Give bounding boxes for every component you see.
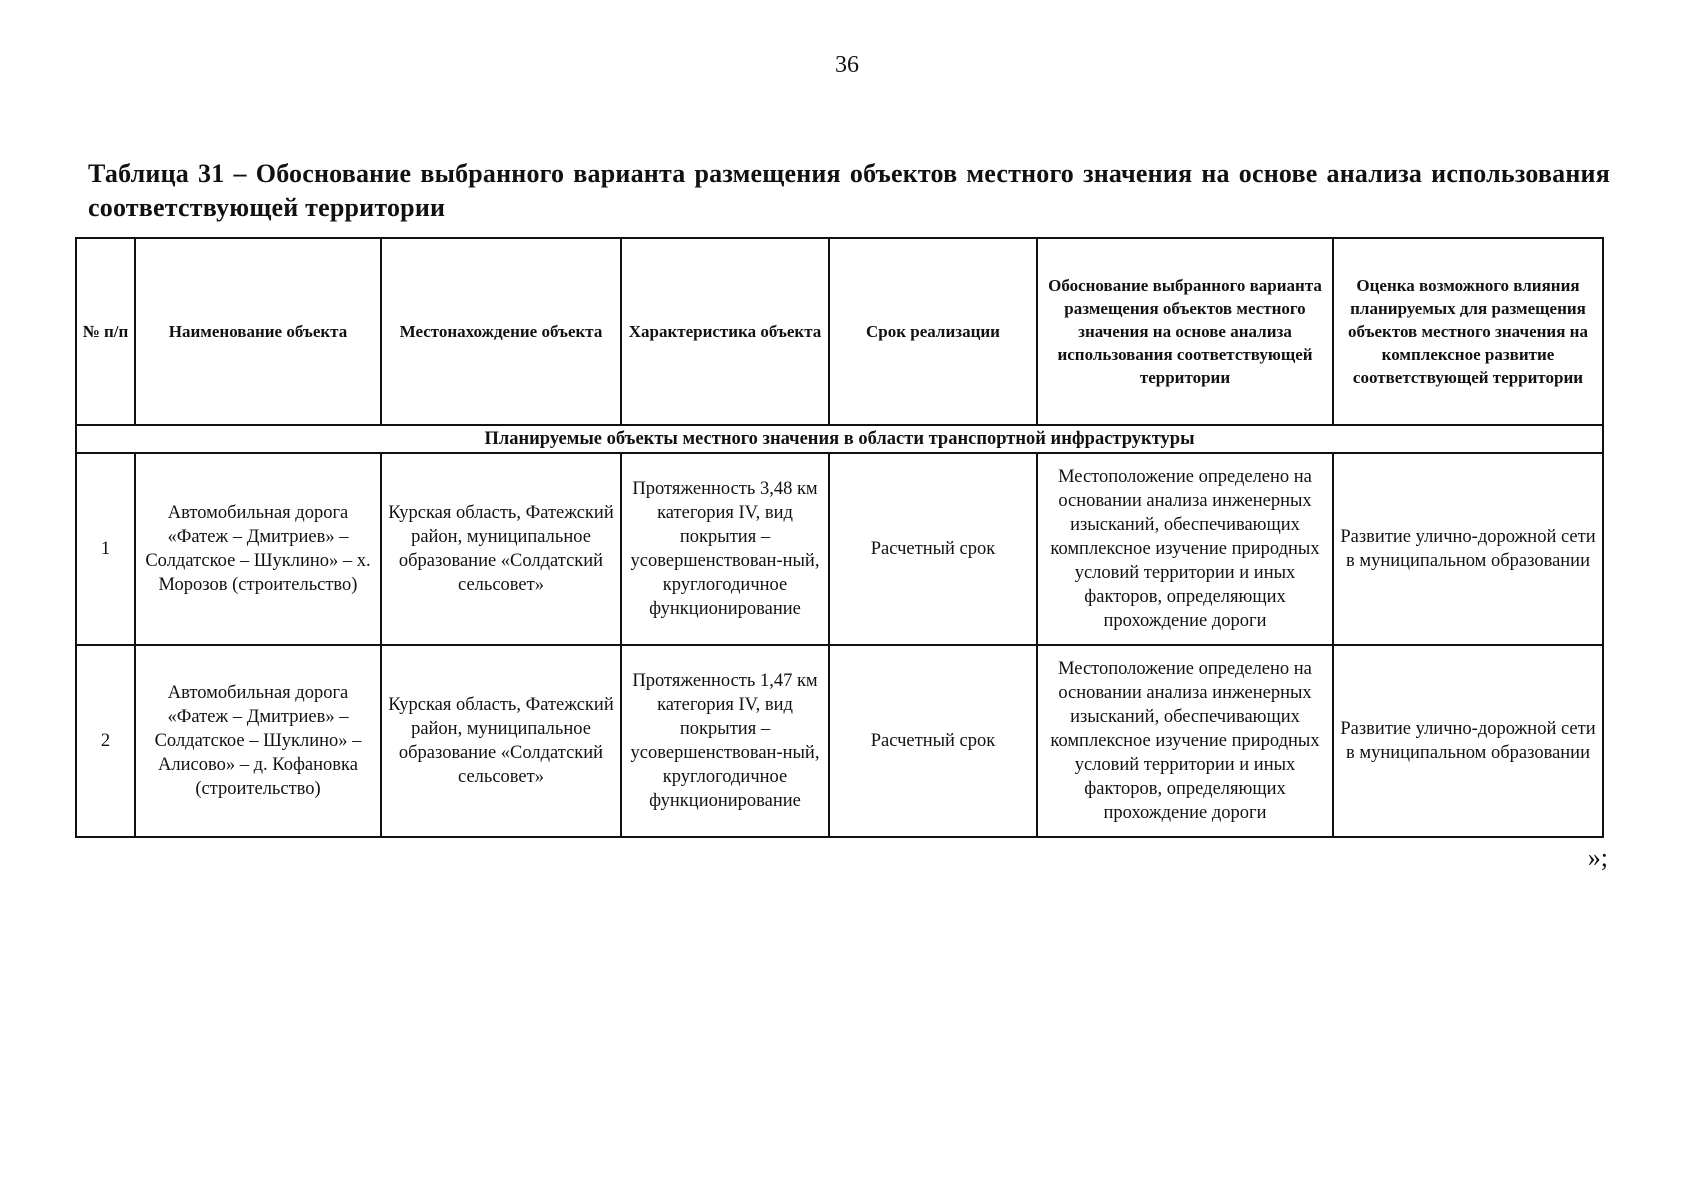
table-row (76, 453, 1603, 645)
table-title: Таблица 31 – Обоснование выбранного варианта размещения объектов местного значения на основе анализа использования соответствующей территории (88, 159, 1610, 222)
section-title: Планируемые объекты местного значения в области транспортной инфраструктуры (76, 425, 1603, 453)
row-number: 2 (76, 645, 135, 837)
closing-quote-mark: »; (1587, 843, 1608, 872)
header-object-location: Местонахождение объекта (381, 238, 621, 425)
header-implementation-term: Срок реализации (829, 238, 1037, 425)
table-row (76, 645, 1603, 837)
justification-table (75, 237, 1604, 838)
header-justification: Обоснование выбранного варианта размещения объектов местного значения на основе анализа использования соответствующей территории (1037, 238, 1333, 425)
impact-assessment-cell: Развитие улично-дорожной сети в муниципальном образовании (1333, 453, 1603, 645)
header-object-name: Наименование объекта (135, 238, 381, 425)
justification-cell: Местоположение определено на основании анализа инженерных изысканий, обеспечивающих комплексное изучение природных условий территории и иных факторов, определяющих прохождение дороги (1037, 453, 1333, 645)
impact-assessment-cell: Развитие улично-дорожной сети в муниципальном образовании (1333, 645, 1603, 837)
object-name-cell: Автомобильная дорога «Фатеж – Дмитриев» – Солдатское – Шуклино» – х. Морозов (строительство) (135, 453, 381, 645)
object-location-cell: Курская область, Фатежский район, муниципальное образование «Солдатский сельсовет» (381, 453, 621, 645)
row-number: 1 (76, 453, 135, 645)
page-number: 36 (835, 52, 859, 78)
table-header-row (76, 238, 1603, 425)
implementation-term-cell: Расчетный срок (829, 453, 1037, 645)
object-characteristic-cell: Протяженность 3,48 км категория IV, вид покрытия – усовершенствован-ный, круглогодичное функционирование (621, 453, 829, 645)
implementation-term-cell: Расчетный срок (829, 645, 1037, 837)
object-location-cell: Курская область, Фатежский район, муниципальное образование «Солдатский сельсовет» (381, 645, 621, 837)
header-object-characteristic: Характеристика объекта (621, 238, 829, 425)
header-impact-assessment: Оценка возможного влияния планируемых для размещения объектов местного значения на комплексное развитие соответствующей территории (1333, 238, 1603, 425)
section-row (76, 425, 1603, 453)
object-characteristic-cell: Протяженность 1,47 км категория IV, вид покрытия – усовершенствован-ный, круглогодичное функционирование (621, 645, 829, 837)
justification-cell: Местоположение определено на основании анализа инженерных изысканий, обеспечивающих комплексное изучение природных условий территории и иных факторов, определяющих прохождение дороги (1037, 645, 1333, 837)
object-name-cell: Автомобильная дорога «Фатеж – Дмитриев» – Солдатское – Шуклино» – Алисово» – д. Кофановка (строительство) (135, 645, 381, 837)
header-number: № п/п (76, 238, 135, 425)
